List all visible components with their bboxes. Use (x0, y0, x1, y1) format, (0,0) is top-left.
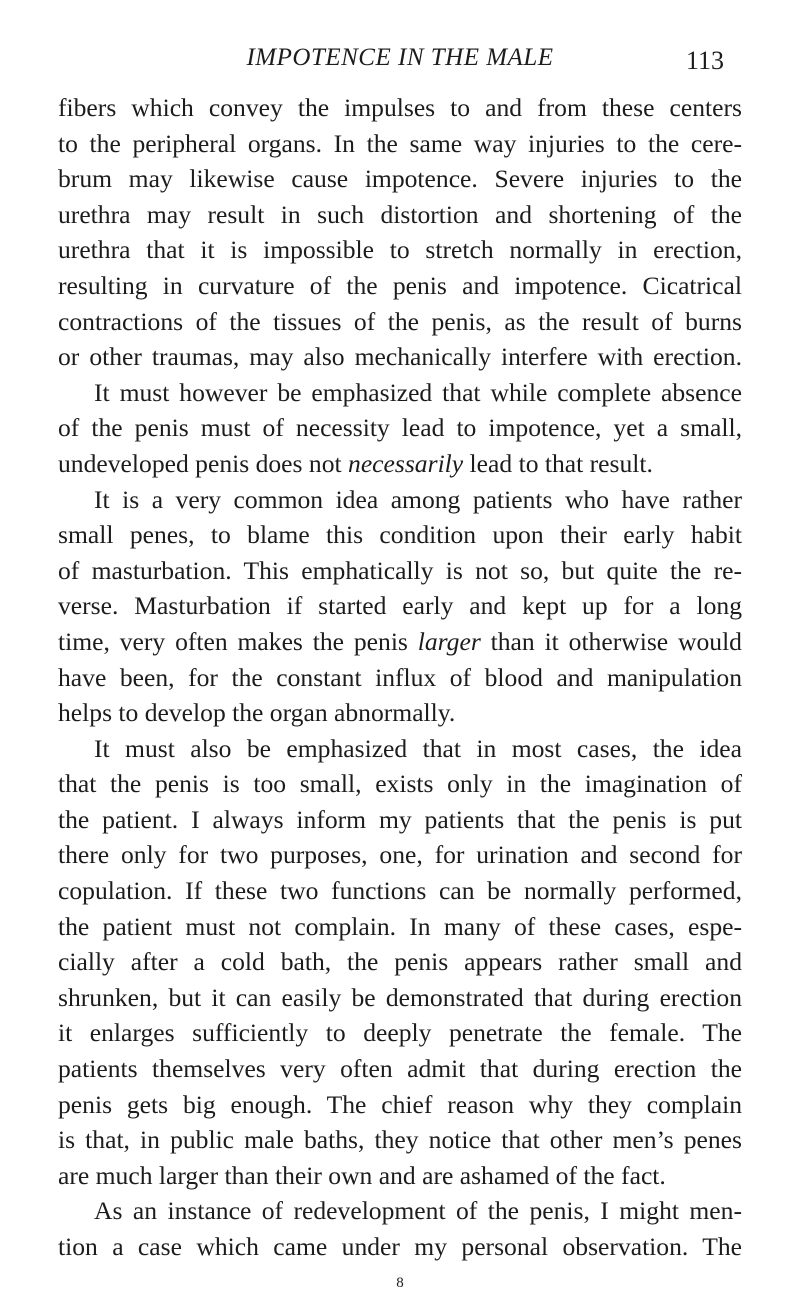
text-line: to the peripheral organs. In the same way injuries to the cere- (58, 128, 742, 158)
text-run: undeveloped penis does not (58, 448, 349, 478)
running-head (0, 44, 800, 84)
text-line: contractions of the tissues of the penis, as the result of burns (58, 306, 742, 336)
text-line: resulting in curvature of the penis and impotence. Cicatrical (58, 270, 742, 300)
text-line: have been, for the constant influx of blood and manipulation (58, 662, 742, 692)
text-line: are much larger than their own and are ashamed of the fact. (58, 1160, 666, 1190)
text-line: copulation. If these two functions can be normally performed, (58, 876, 742, 906)
text-line: patients themselves very often admit that during erection the (58, 1054, 742, 1084)
text-line: brum may likewise cause impotence. Severe injuries to the (58, 164, 742, 194)
body-text (58, 90, 742, 1265)
text-line: tion a case which came under my personal observation. The (58, 1232, 742, 1261)
text-line: verse. Masturbation if started early and kept up for a long (58, 591, 742, 621)
paragraph-2 (58, 375, 742, 482)
text-line: is that, in public male baths, they notice that other men’s penes (58, 1125, 742, 1155)
text-line: It is a very common idea among patients who have rather (94, 484, 742, 514)
text-line: shrunken, but it can easily be demonstrated that during erection (58, 982, 742, 1012)
text-run: lead to that result. (463, 448, 653, 478)
text-line: the patient must not complain. In many of these cases, espe- (58, 911, 742, 941)
text-line: urethra may result in such distortion and shortening of the (58, 199, 742, 229)
running-title: IMPOTENCE IN THE MALE (246, 44, 554, 71)
text-line: or other traumas, may also mechanically interfere with erection. (58, 342, 742, 372)
text-line: urethra that it is impossible to stretch normally in erection, (58, 235, 742, 265)
text-run: time, very often makes the penis (58, 626, 418, 656)
text-run: than it otherwise would (480, 626, 742, 656)
text-line: It must also be emphasized that in most cases, the idea (94, 733, 742, 763)
signature-mark: 8 (396, 1275, 404, 1291)
page-number: 113 (685, 46, 724, 75)
text-line: As an instance of redevelopment of the penis, I might men- (94, 1196, 742, 1226)
text-line: fibers which convey the impulses to and from these centers (58, 93, 742, 122)
text-line (58, 446, 742, 482)
paragraph-3 (58, 482, 742, 731)
text-line: cially after a cold bath, the penis appears rather small and (58, 947, 742, 977)
text-line: there only for two purposes, one, for urination and second for (58, 840, 742, 870)
paragraph-5 (58, 1193, 742, 1264)
text-line: the patient. I always inform my patients that the penis is put (58, 804, 742, 834)
paragraph-1 (58, 90, 742, 375)
text-line (58, 624, 742, 660)
text-line: penis gets big enough. The chief reason why they complain (58, 1089, 742, 1119)
text-line: helps to develop the organ abnormally. (58, 698, 456, 728)
italic-emphasis: necessarily (348, 448, 464, 478)
text-line: of the penis must of necessity lead to impotence, yet a small, (58, 413, 742, 443)
text-line: small penes, to blame this condition upon their early habit (58, 520, 742, 550)
text-line: that the penis is too small, exists only in the imagination of (58, 769, 742, 799)
paragraph-4 (58, 731, 742, 1194)
italic-emphasis: larger (417, 626, 481, 656)
text-line: It must however be emphasized that while complete absence (94, 377, 742, 407)
text-line: of masturbation. This emphatically is not so, but quite the re- (58, 555, 742, 585)
text-line: it enlarges sufficiently to deeply penetrate the female. The (58, 1018, 742, 1048)
